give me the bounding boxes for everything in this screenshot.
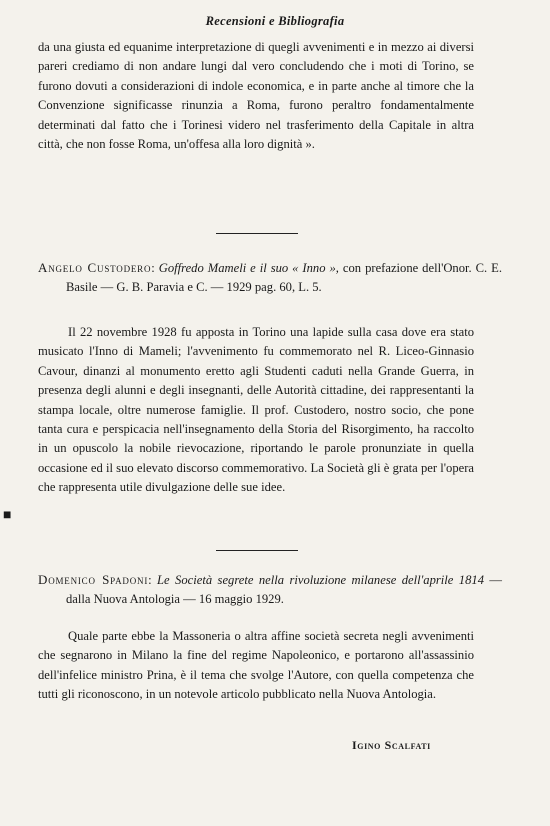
- review-author: Angelo Custodero: [38, 260, 152, 275]
- review-heading: Domenico Spadoni: Le Società segrete nella rivoluzione milanese dell'aprile 1814 — dalla Nuova Antologia — 16 maggio 1929.: [38, 572, 503, 607]
- section-divider: [216, 233, 298, 234]
- review-details: con prefazione dell'Onor. C. E. Basile — G. B. Paravia e C. — 1929 pag. 60, L. 5.: [66, 261, 502, 295]
- reviewer-signature: Igino Scalfati: [352, 738, 431, 752]
- intro-paragraph: da una giusta ed equanime interpretazione di quegli avvenimenti e in mezzo ai diversi pareri crediamo di non andare lungi dal vero concludendo che i moti di Torino, se furono dovuti a considerazioni di indole economica, e in parte anche al timore che la Convenzione significasse rinunzia a Roma, furono peraltro fondamentalmente determinati dal fatto che i Torinesi videro nel trasferimento della Capitale in altra città, che non fosse Roma, un'offesa alla loro dignità ».: [38, 40, 474, 152]
- review-body: Quale parte ebbe la Massoneria o altra affine società secreta negli avvenimenti che segnarono in Milano la fine del regime Napoleonico, e portarono all'assassinio dell'infelice ministro Prina, è il tema che svolge l'Autore, con quella competenza che tutti gli riconoscono, in un notevole articolo pubblicato nella Nuova Antologia.: [38, 629, 474, 702]
- review-details: — dalla Nuova Antologia — 16 maggio 1929.: [66, 573, 503, 607]
- section-divider: [216, 550, 298, 551]
- review-title: Goffredo Mameli e il suo « Inno »,: [158, 261, 339, 275]
- review-title: Le Società segrete nella rivoluzione milanese dell'aprile 1814: [157, 573, 484, 587]
- margin-mark: ■: [3, 508, 12, 523]
- review-body: Il 22 novembre 1928 fu apposta in Torino una lapide sulla casa dove era stato musicato l'Inno di Mameli; l'avvenimento fu commemorato nel R. Liceo-Ginnasio Cavour, dinanzi al monumento eretto agli Studenti caduti nella Grande Guerra, in presenza degli alunni e degli insegnanti, delle Autorità cittadine, dei rappresentanti la stampa locale, oltre numerose famiglie. Il prof. Custodero, nostro socio, che pone tanta cura e perspicacia nell'insegnamento della Storia del Risorgimento, ha raccolto in un opuscolo la nobile rievocazione, riportando le parole pronunziate in quella occasione ed il suo elevato discorso commemorativo. La Società gli è grata per l'opera che rappresenta utile divulgazione delle sue idee.: [38, 325, 474, 495]
- review-heading: Angelo Custodero: Goffredo Mameli e il suo « Inno », con prefazione dell'Onor. C. E. Basile — G. B. Paravia e C. — 1929 pag. 60, L. 5.: [38, 260, 502, 295]
- review-author: Domenico Spadoni: [38, 572, 149, 587]
- running-head: Recensioni e Bibliografia: [205, 14, 345, 28]
